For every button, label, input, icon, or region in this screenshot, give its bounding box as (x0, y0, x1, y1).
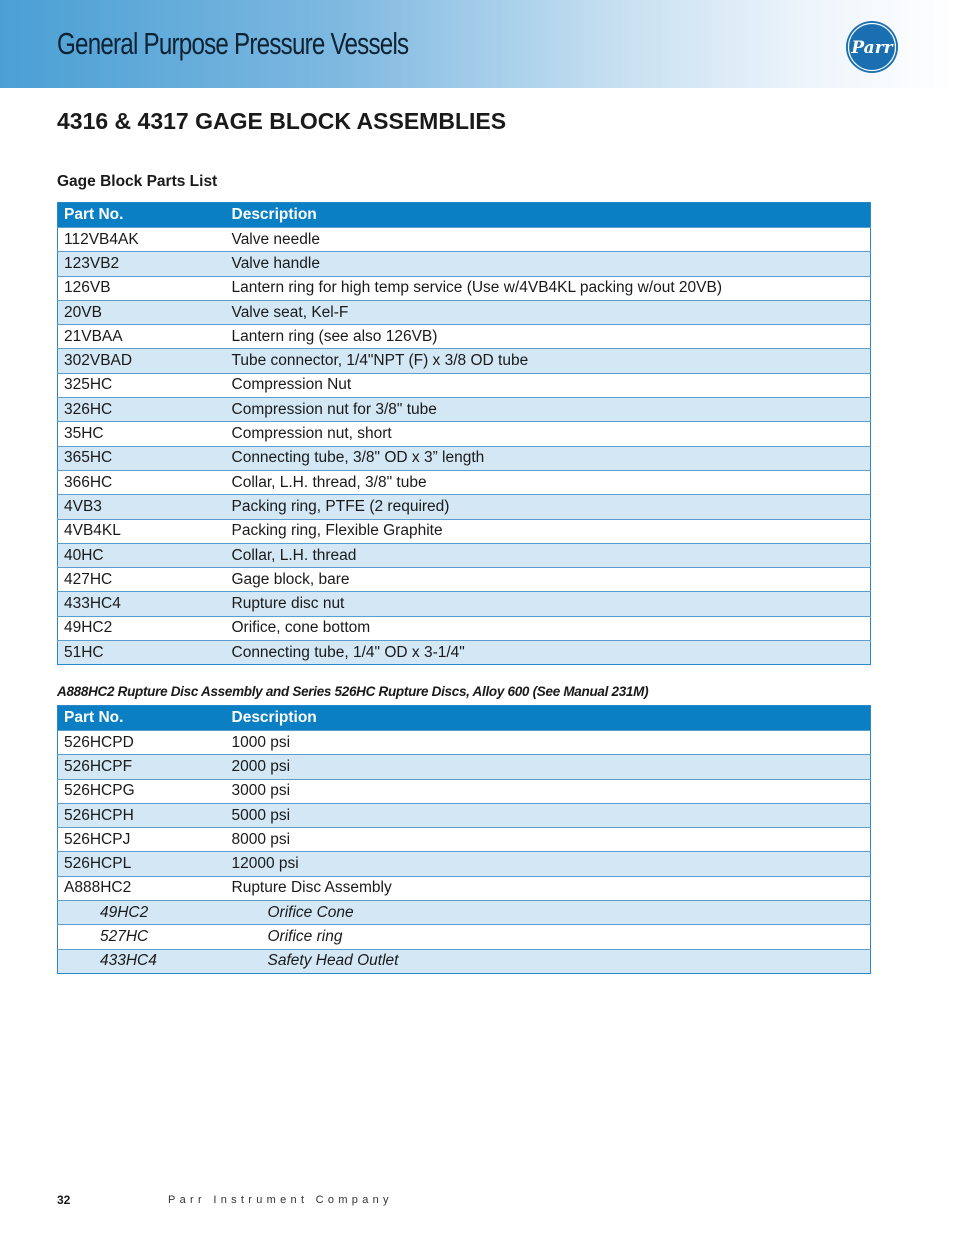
table-row (58, 252, 871, 276)
part-number-cell: 365HC (58, 446, 226, 470)
part-number-cell: 325HC (58, 373, 226, 397)
table-row (58, 300, 871, 324)
description-cell: Compression Nut (226, 373, 871, 397)
column-header-description: Description (226, 203, 871, 228)
table-row (58, 373, 871, 397)
description-cell: 1000 psi (226, 731, 871, 755)
table-row (58, 852, 871, 876)
table-row (58, 228, 871, 252)
part-number-cell: 526HCPD (58, 731, 226, 755)
part-number-cell: 302VBAD (58, 349, 226, 373)
description-cell: Packing ring, PTFE (2 required) (226, 495, 871, 519)
table-row (58, 276, 871, 300)
part-number-cell: 366HC (58, 470, 226, 494)
part-number-cell: 51HC (58, 641, 226, 665)
description-cell: Orifice Cone (226, 901, 871, 925)
table-sub-row (58, 901, 871, 925)
table-row (58, 568, 871, 592)
part-number-cell: 40HC (58, 543, 226, 567)
part-number-cell: 4VB4KL (58, 519, 226, 543)
part-number-cell: 433HC4 (58, 592, 226, 616)
description-cell: Tube connector, 1/4"NPT (F) x 3/8 OD tube (226, 349, 871, 373)
description-cell: Rupture Disc Assembly (226, 876, 871, 900)
table-row (58, 495, 871, 519)
part-number-cell: 526HCPH (58, 803, 226, 827)
table-row (58, 731, 871, 755)
description-cell: Compression nut for 3/8" tube (226, 398, 871, 422)
description-cell: Collar, L.H. thread, 3/8" tube (226, 470, 871, 494)
description-cell: Collar, L.H. thread (226, 543, 871, 567)
part-number-cell: 526HCPL (58, 852, 226, 876)
column-header-part-no: Part No. (58, 706, 226, 731)
description-cell: 5000 psi (226, 803, 871, 827)
table-row (58, 325, 871, 349)
description-cell: Connecting tube, 1/4" OD x 3-1/4" (226, 641, 871, 665)
table-row (58, 755, 871, 779)
column-header-part-no: Part No. (58, 203, 226, 228)
part-number-cell: 126VB (58, 276, 226, 300)
column-header-description: Description (226, 706, 871, 731)
rupture-disc-title: A888HC2 Rupture Disc Assembly and Series 526HC Rupture Discs, Alloy 600 (See Manual 231M) (57, 684, 649, 699)
part-number-cell: 21VBAA (58, 325, 226, 349)
header-title: General Purpose Pressure Vessels (57, 26, 409, 61)
page-number: 32 (57, 1193, 71, 1207)
part-number-cell: 527HC (58, 925, 226, 949)
table-row (58, 616, 871, 640)
description-cell: Lantern ring for high temp service (Use w/4VB4KL packing w/out 20VB) (226, 276, 871, 300)
part-number-cell: 433HC4 (58, 949, 226, 973)
table-row (58, 446, 871, 470)
table-row (58, 422, 871, 446)
part-number-cell: 326HC (58, 398, 226, 422)
table-header-row (58, 706, 871, 731)
part-number-cell: 526HCPJ (58, 828, 226, 852)
rupture-disc-parts-table (57, 705, 871, 974)
description-cell: 3000 psi (226, 779, 871, 803)
part-number-cell: 526HCPF (58, 755, 226, 779)
part-number-cell: 123VB2 (58, 252, 226, 276)
parts-list-title: Gage Block Parts List (57, 173, 218, 190)
part-number-cell: 49HC2 (58, 616, 226, 640)
part-number-cell: 49HC2 (58, 901, 226, 925)
part-number-cell: 112VB4AK (58, 228, 226, 252)
table-sub-row (58, 925, 871, 949)
table-row (58, 641, 871, 665)
table-row (58, 803, 871, 827)
part-number-cell: 427HC (58, 568, 226, 592)
description-cell: Safety Head Outlet (226, 949, 871, 973)
table-row (58, 470, 871, 494)
description-cell: Orifice, cone bottom (226, 616, 871, 640)
description-cell: Valve handle (226, 252, 871, 276)
part-number-cell: 20VB (58, 300, 226, 324)
table-row (58, 519, 871, 543)
description-cell: 2000 psi (226, 755, 871, 779)
description-cell: Orifice ring (226, 925, 871, 949)
part-number-cell: A888HC2 (58, 876, 226, 900)
description-cell: Lantern ring (see also 126VB) (226, 325, 871, 349)
footer-company: Parr Instrument Company (168, 1194, 393, 1206)
part-number-cell: 526HCPG (58, 779, 226, 803)
description-cell: Gage block, bare (226, 568, 871, 592)
table-row (58, 876, 871, 900)
description-cell: 8000 psi (226, 828, 871, 852)
page-title: 4316 & 4317 GAGE BLOCK ASSEMBLIES (57, 108, 507, 134)
gage-block-parts-table (57, 202, 871, 665)
description-cell: Rupture disc nut (226, 592, 871, 616)
svg-text:Parr: Parr (851, 38, 893, 58)
description-cell: Packing ring, Flexible Graphite (226, 519, 871, 543)
part-number-cell: 4VB3 (58, 495, 226, 519)
table-row (58, 779, 871, 803)
table-row (58, 398, 871, 422)
table-row (58, 543, 871, 567)
table-row (58, 828, 871, 852)
table-sub-row (58, 949, 871, 973)
part-number-cell: 35HC (58, 422, 226, 446)
description-cell: Valve seat, Kel-F (226, 300, 871, 324)
table-row (58, 349, 871, 373)
table-header-row (58, 203, 871, 228)
description-cell: Valve needle (226, 228, 871, 252)
table-row (58, 592, 871, 616)
description-cell: Connecting tube, 3/8" OD x 3” length (226, 446, 871, 470)
description-cell: 12000 psi (226, 852, 871, 876)
description-cell: Compression nut, short (226, 422, 871, 446)
parr-logo (845, 20, 899, 74)
